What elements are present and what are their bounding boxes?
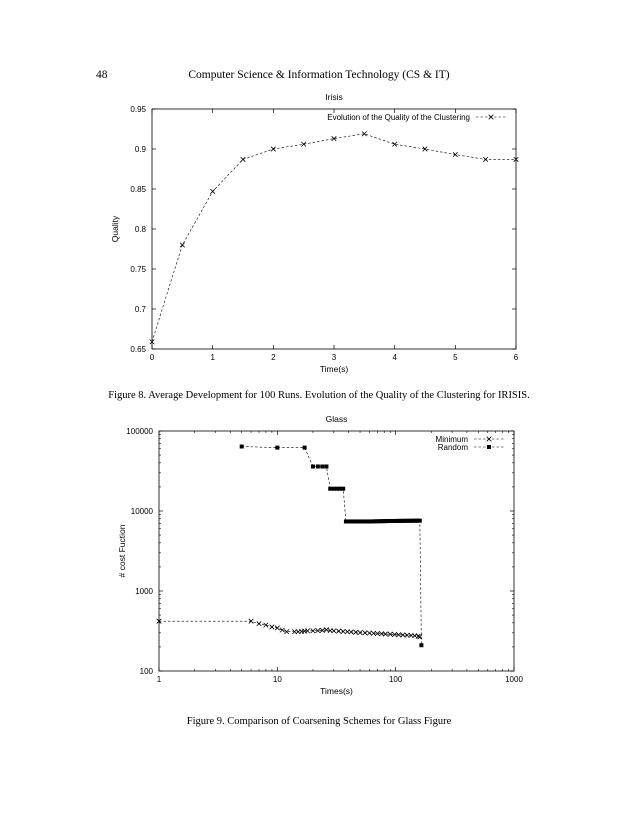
x-tick-label: 1 xyxy=(156,675,162,684)
glass-chart xyxy=(0,406,638,702)
y-tick-label: 10000 xyxy=(130,507,153,516)
series-line xyxy=(152,134,516,342)
plot-frame xyxy=(152,109,516,349)
data-point xyxy=(419,643,423,647)
y-tick-label: 0.85 xyxy=(130,185,146,194)
data-point xyxy=(180,243,185,248)
data-point xyxy=(418,519,422,523)
data-point xyxy=(275,446,279,450)
legend-label: Evolution of the Quality of the Clustering xyxy=(327,113,470,122)
data-point xyxy=(328,487,332,491)
chart-title: Irisis xyxy=(325,92,343,102)
series-0 xyxy=(150,132,519,345)
chart-title: Glass xyxy=(325,414,348,424)
running-header: Computer Science & Information Technology (CS & IT) xyxy=(188,69,450,81)
data-point xyxy=(303,446,307,450)
x-tick-label: 100 xyxy=(388,675,403,684)
series-1 xyxy=(240,445,424,648)
x-tick-label: 1000 xyxy=(505,675,523,684)
x-tick-label: 1 xyxy=(210,353,215,362)
data-point xyxy=(241,157,246,162)
legend-label: Random xyxy=(437,443,468,452)
y-tick-label: 100 xyxy=(139,667,153,676)
y-axis-label: # cost Fuction xyxy=(117,524,127,578)
data-point xyxy=(341,629,346,634)
y-tick-label: 0.7 xyxy=(134,305,146,314)
y-tick-label: 100000 xyxy=(126,427,153,436)
x-tick-label: 3 xyxy=(331,353,337,362)
y-tick-label: 0.9 xyxy=(134,145,146,154)
x-tick-label: 5 xyxy=(453,353,458,362)
data-point xyxy=(320,464,324,468)
data-point xyxy=(316,464,320,468)
y-tick-label: 0.8 xyxy=(134,225,146,234)
data-point xyxy=(483,157,488,162)
irisis-chart xyxy=(0,88,638,384)
x-axis-label: Time(s) xyxy=(319,364,349,374)
x-tick-label: 2 xyxy=(271,353,276,362)
data-point xyxy=(331,629,336,634)
y-tick-label: 1000 xyxy=(135,587,153,596)
legend-marker xyxy=(489,115,494,120)
legend-marker xyxy=(487,437,492,442)
legend-marker xyxy=(487,445,491,449)
x-axis-label: Times(s) xyxy=(320,686,353,696)
x-tick-label: 4 xyxy=(392,353,397,362)
data-point xyxy=(264,623,269,628)
figure-9-caption: Figure 9. Comparison of Coarsening Schemes for Glass Figure xyxy=(186,716,452,727)
data-point xyxy=(257,621,262,626)
data-point xyxy=(336,629,341,634)
data-point xyxy=(311,464,315,468)
figure-8-caption: Figure 8. Average Development for 100 Runs. Evolution of the Quality of the Clustering for IRISIS. xyxy=(108,390,530,401)
y-axis-label: Quality xyxy=(110,215,120,243)
series-line xyxy=(242,447,422,646)
x-tick-label: 6 xyxy=(513,353,519,362)
y-tick-label: 0.65 xyxy=(130,345,146,354)
data-point xyxy=(341,487,345,491)
y-tick-label: 0.95 xyxy=(130,105,146,114)
x-tick-label: 10 xyxy=(272,675,282,684)
data-point xyxy=(324,464,328,468)
plot-frame xyxy=(159,431,514,671)
x-tick-label: 0 xyxy=(149,353,155,362)
data-point xyxy=(280,628,285,633)
legend-label: Minimum xyxy=(435,435,468,444)
y-tick-label: 0.75 xyxy=(130,265,146,274)
data-point xyxy=(240,445,244,449)
series-0 xyxy=(157,619,422,639)
page-number: 48 xyxy=(96,69,108,81)
data-point xyxy=(210,189,215,194)
data-point xyxy=(270,625,275,630)
